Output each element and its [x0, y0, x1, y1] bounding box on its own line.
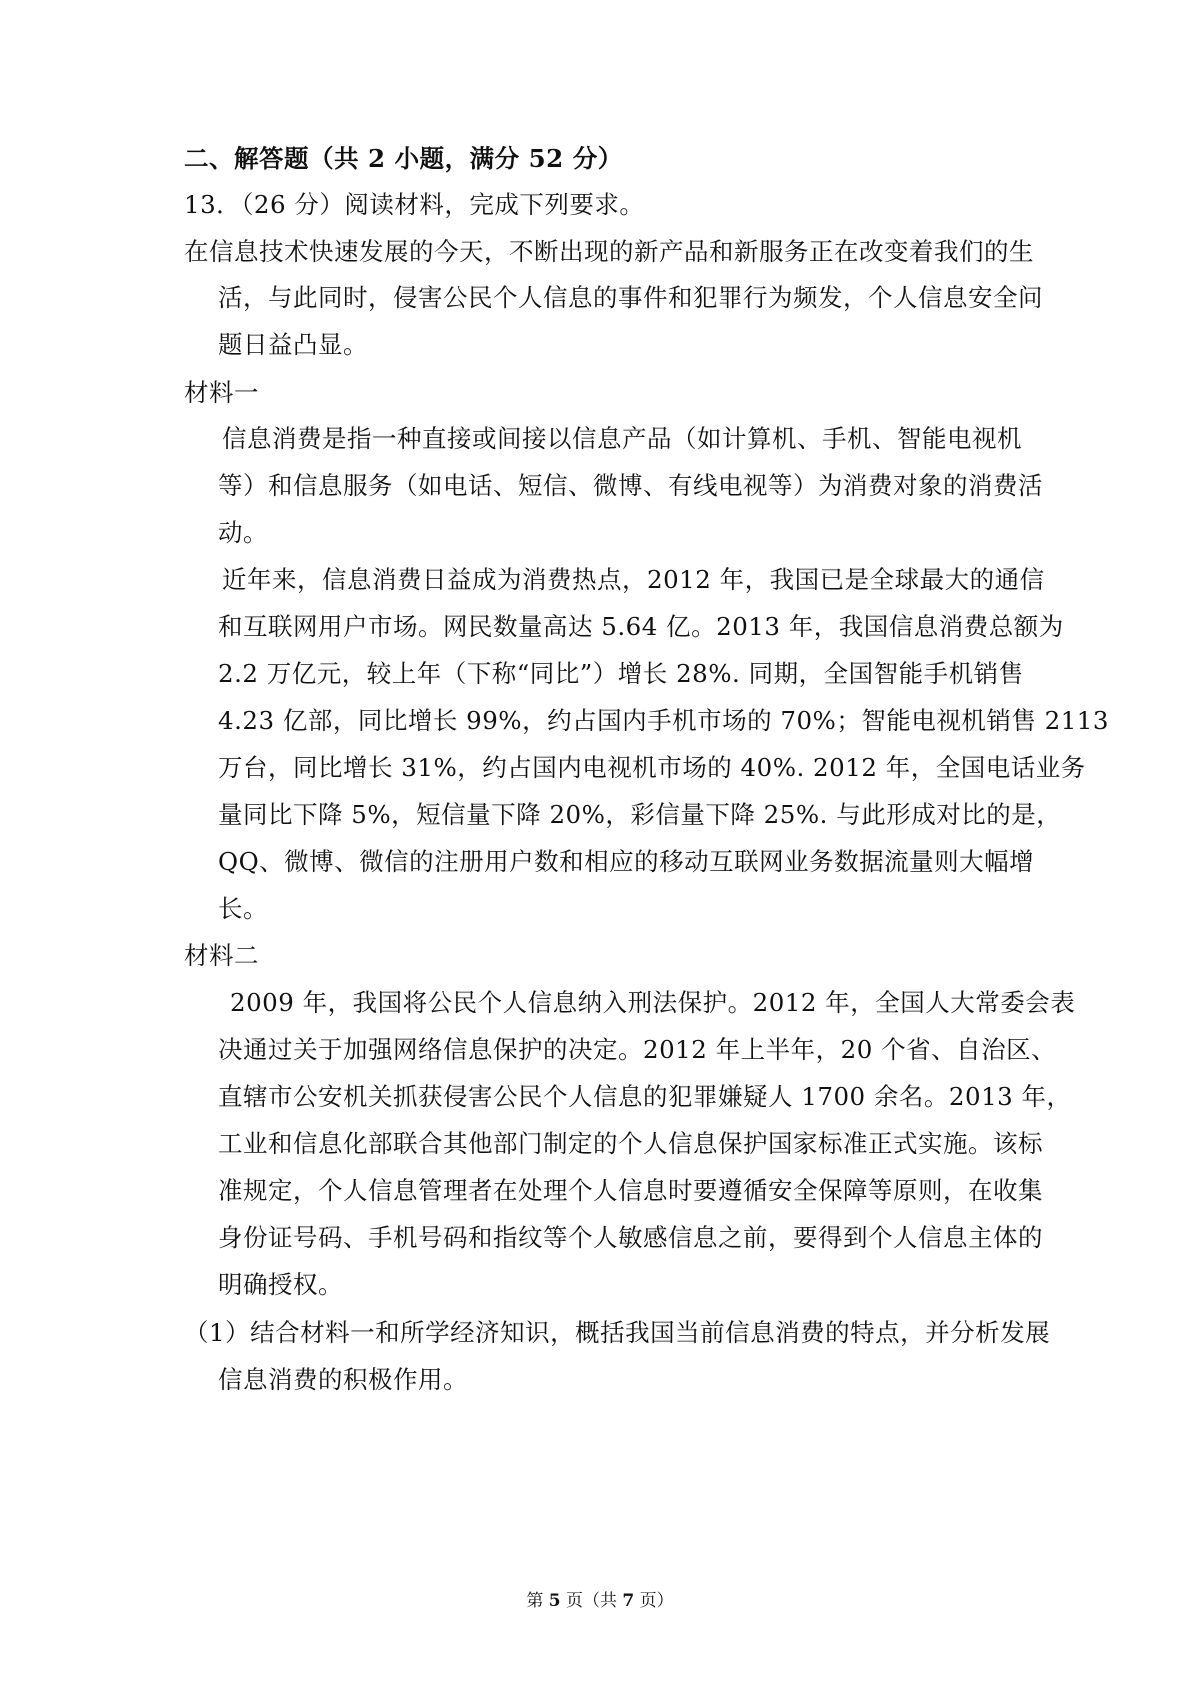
material2-line: 身份证号码、手机号码和指纹等个人敏感信息之前，要得到个人信息主体的	[218, 1223, 1043, 1252]
footer-page-number: 5	[548, 1591, 561, 1611]
footer-mid: 页（共	[560, 1591, 623, 1611]
material1-line: 信息消费是指一种直接或间接以信息产品（如计算机、手机、智能电视机	[222, 424, 1022, 453]
sub-question-1: 信息消费的积极作用。	[218, 1365, 468, 1394]
material2-line: 直辖市公安机关抓获侵害公民个人信息的犯罪嫌疑人 1700 余名。2013 年，	[218, 1082, 1072, 1111]
material1-label: 材料一	[184, 378, 259, 407]
footer-suffix: 页）	[634, 1591, 674, 1611]
material1-line: QQ、微博、微信的注册用户数和相应的移动互联网业务数据流量则大幅增	[218, 847, 1035, 876]
material1-line: 和互联网用户市场。网民数量高达 5.64 亿。2013 年，我国信息消费总额为	[218, 612, 1064, 641]
material2-label: 材料二	[184, 941, 259, 970]
sub-question-1: （1）结合材料一和所学经济知识，概括我国当前信息消费的特点，并分析发展	[184, 1318, 1051, 1347]
material1-line: 近年来，信息消费日益成为消费热点，2012 年，我国已是全球最大的通信	[222, 565, 1045, 594]
material1-line: 2.2 万亿元，较上年（下称“同比”）增长 28%. 同期，全国智能手机销售	[218, 659, 1024, 688]
question-header: 13．（26 分）阅读材料，完成下列要求。	[184, 190, 645, 219]
material1-line: 4.23 亿部，同比增长 99%，约占国内手机市场的 70%；智能电视机销售 2113	[218, 706, 1109, 735]
section-title: 二、解答题（共 2 小题，满分 52 分）	[184, 144, 623, 173]
intro-line: 题日益凸显。	[218, 330, 368, 359]
intro-line: 在信息技术快速发展的今天，不断出现的新产品和新服务正在改变着我们的生	[184, 237, 1034, 266]
material2-line: 准规定，个人信息管理者在处理个人信息时要遵循安全保障等原则，在收集	[218, 1176, 1043, 1205]
material1-line: 等）和信息服务（如电话、短信、微博、有线电视等）为消费对象的消费活	[218, 471, 1043, 500]
material2-line: 明确授权。	[218, 1270, 343, 1299]
material1-line: 动。	[218, 518, 268, 547]
material2-line: 决通过关于加强网络信息保护的决定。2012 年上半年，20 个省、自治区、	[218, 1035, 1057, 1064]
material1-line: 长。	[218, 894, 268, 923]
material2-line: 工业和信息化部联合其他部门制定的个人信息保护国家标准正式实施。该标	[218, 1129, 1043, 1158]
material2-line: 2009 年，我国将公民个人信息纳入刑法保护。2012 年，全国人大常委会表	[230, 988, 1076, 1017]
footer-total-pages: 7	[622, 1591, 635, 1611]
intro-line: 活，与此同时，侵害公民个人信息的事件和犯罪行为频发，个人信息安全问	[218, 283, 1043, 312]
footer-prefix: 第	[526, 1591, 549, 1611]
page-footer	[0, 1590, 1200, 1612]
material1-line: 万台，同比增长 31%，约占国内电视机市场的 40%. 2012 年，全国电话业务	[218, 753, 1086, 782]
material1-line: 量同比下降 5%，短信量下降 20%，彩信量下降 25%. 与此形成对比的是，	[218, 800, 1062, 829]
